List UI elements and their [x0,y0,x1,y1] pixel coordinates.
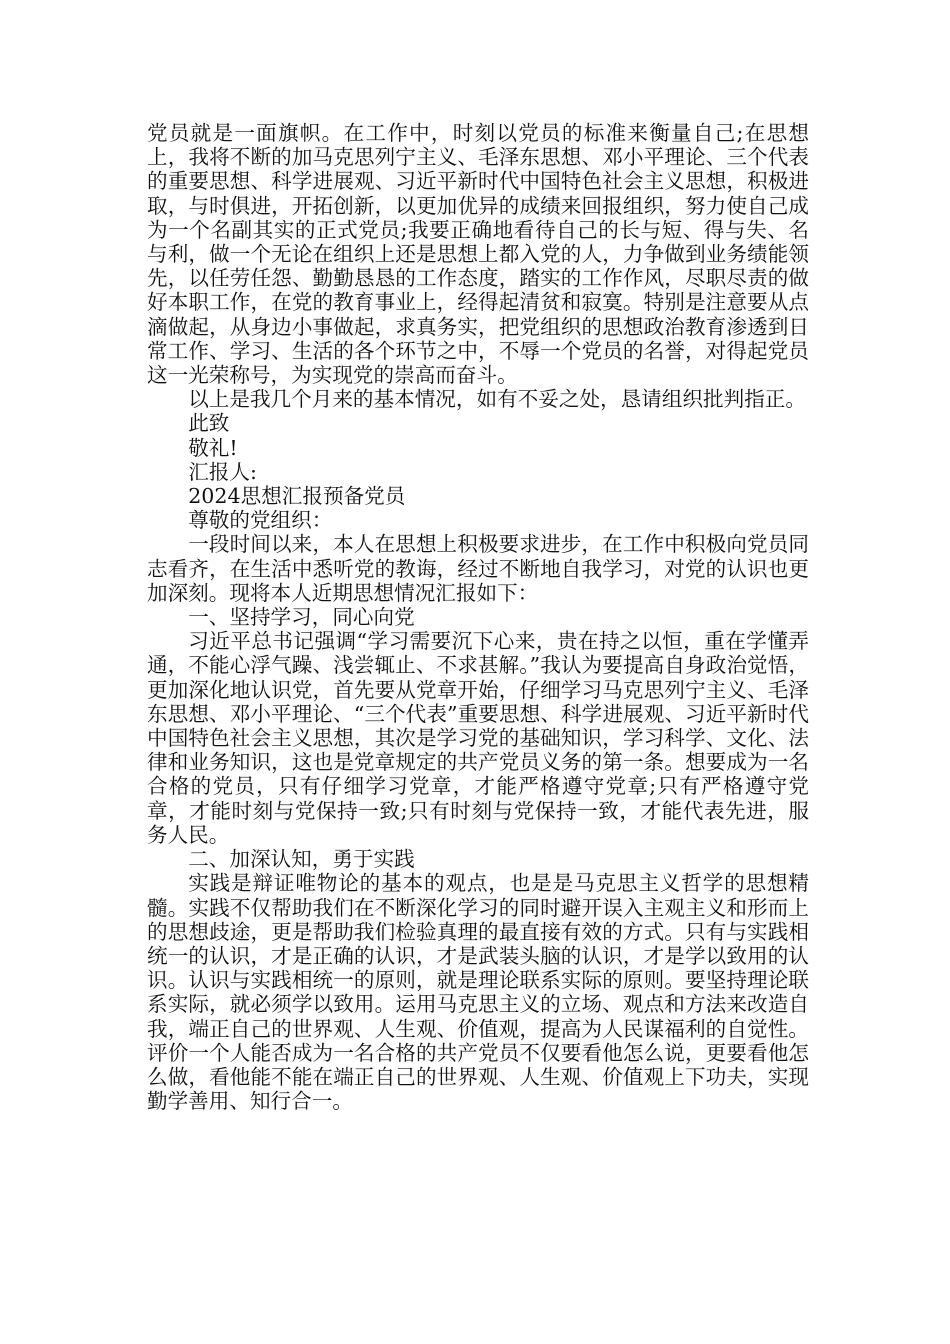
closing-salutation: 此致 [188,411,230,436]
paragraph-intro: 一段时间以来，本人在思想上积极要求进步，在工作中积极向党员同志看齐，在生活中悉听党的教诲，经过不断地自我学习，对党的认识也更加深刻。现将本人近期思想情况汇报如下： [147,532,809,605]
paragraph-section-2: 实践是辩证唯物论的基本的观点，也是是马克思主义哲学的思想精髓。实践不仅帮助我们在不断深化学习的同时避开误入主观主义和形而上的思想歧途，更是帮助我们检验真理的最直接有效的方式。只有与实践相统一的认识，才是正确的认识，才是武装头脑的认识，才是学以致用的认识。认识与实践相统一的原则，就是理论联系实际的原则。要坚持理论联系实际，就必须学以致用。运用马克思主义的立场、观点和方法来改造自我，端正自己的世界观、人生观、价值观，提高为人民谋福利的自觉性。评价一个人能否成为一名合格的共产党员不仅要看他怎么说，更要看他怎么做，看他能不能在端正自己的世界观、人生观、价值观上下功夫，实现勤学善用、知行合一。 [147,871,809,1114]
greeting: 尊敬的党组织： [188,508,333,533]
report-title: 2024思想汇报预备党员 [188,484,406,509]
paragraph-section-1: 习近平总书记强调“学习需要沉下心来，贵在持之以恒，重在学懂弄通，不能心浮气躁、浅尝辄止、不求甚解。”我认为要提高自身政治觉悟，更加深化地认识党，首先要从党章开始，仔细学习马克思列宁主义、毛泽东思想、邓小平理论、“三个代表”重要思想、科学进展观、习近平新时代中国特色社会主义思想，其次是学习党的基础知识，学习科学、文化、法律和业务知识，这也是党章规定的共产党员义务的第一条。想要成为一名合格的党员，只有仔细学习党章，才能严格遵守党章;只有严格遵守党章，才能时刻与党保持一致;只有时刻与党保持一致，才能代表先进，服务人民。 [147,629,809,847]
section-heading-1: 一、坚持学习，同心向党 [188,605,415,630]
paragraph-summary: 以上是我几个月来的基本情况，如有不妥之处，恳请组织批判指正。 [188,387,806,412]
section-heading-2: 二、加深认知，勇于实践 [188,847,415,872]
closing-regards: 敬礼! [188,435,238,460]
paragraph-party-member-banner: 党员就是一面旗帜。在工作中，时刻以党员的标准来衡量自己;在思想上，我将不断的加马克思列宁主义、毛泽东思想、邓小平理论、三个代表的重要思想、科学进展观、习近平新时代中国特色社会主义思想，积极进取，与时俱进，开拓创新，以更加优异的成绩来回报组织，努力使自己成为一个名副其实的正式党员;我要正确地看待自己的长与短、得与失、名与利，做一个无论在组织上还是思想上都入党的人，力争做到业务绩能领先，以任劳任怨、勤勤恳恳的工作态度，踏实的工作作风，尽职尽责的做好本职工作，在党的教育事业上，经得起清贫和寂寞。特别是注意要从点滴做起，从身边小事做起，求真务实，把党组织的思想政治教育渗透到日常工作、学习、生活的各个环节之中，不辱一个党员的名誉，对得起党员这一光荣称号，为实现党的崇高而奋斗。 [147,121,809,388]
document-body [147,121,809,1113]
reporter-label: 汇报人: [188,459,257,484]
